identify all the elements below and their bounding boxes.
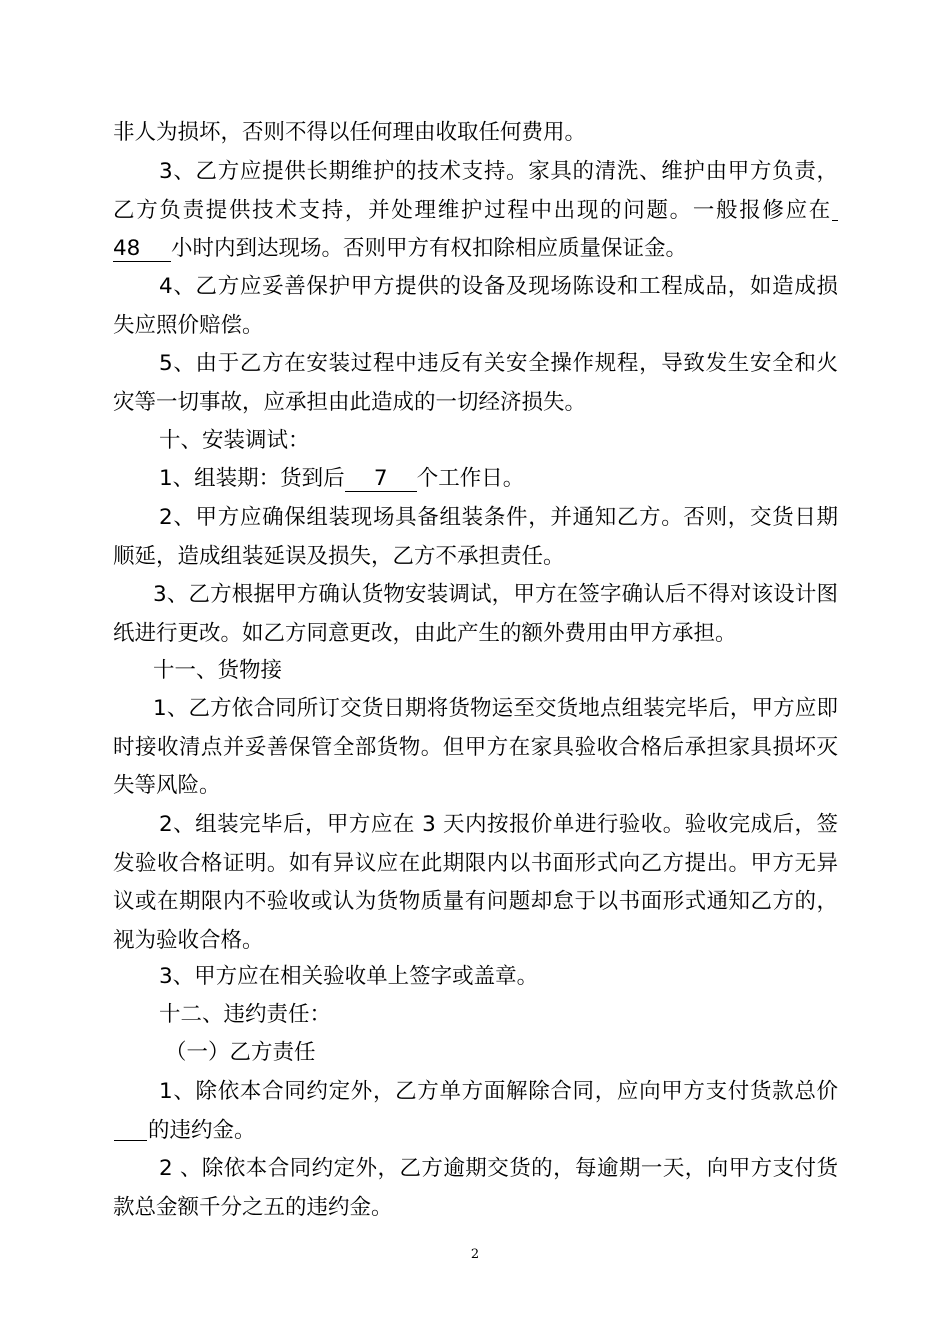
paragraph-text: 1、乙方依合同所订交货日期将货物运至交货地点组装完毕后，甲方应即时接收清点并妥善保管全部货物。但甲方在家具验收合格后承担家具损坏灭失等风险。	[113, 696, 838, 798]
paragraph-text: 4、乙方应妥善保护甲方提供的设备及现场陈设和工程成品，如造成损失应照价赔偿。	[113, 274, 838, 338]
section-heading: 十二、违约责任：	[159, 1002, 332, 1027]
clause-maintenance-support	[113, 153, 838, 269]
paragraph-text: 3、乙方应提供长期维护的技术支持。家具的清洗、维护由甲方负责，乙方负责提供技术支持，并处理维护过程中出现的问题。一般报修应在	[113, 159, 838, 223]
clause-assembly-period	[113, 460, 838, 499]
filled-blank-hours: 48	[113, 237, 171, 262]
section-heading: 十一、货物接	[153, 658, 283, 683]
paragraph-text: 2、甲方应确保组装现场具备组装条件，并通知乙方。否则，交货日期顺延，造成组装延误及损失，乙方不承担责任。	[113, 505, 838, 569]
blank-underline	[832, 196, 838, 221]
paragraph-text: 5、由于乙方在安装过程中违反有关安全操作规程，导致发生安全和火灾等一切事故，应承担由此造成的一切经济损失。	[113, 351, 838, 415]
subsection-heading: （一）乙方责任	[165, 1040, 316, 1065]
clause-penalty-termination	[113, 1073, 838, 1150]
paragraph-text: 个工作日。	[416, 466, 525, 491]
paragraph-text: 非人为损坏，否则不得以任何理由收取任何费用。	[113, 120, 587, 145]
paragraph-text: 2 、除依本合同约定外，乙方逾期交货的，每逾期一天，向甲方支付货款总金额千分之五的违约金。	[113, 1156, 838, 1220]
blank-underline	[114, 1116, 147, 1141]
paragraph-text: 1、除依本合同约定外，乙方单方面解除合同，应向甲方支付货款总价	[159, 1079, 838, 1104]
paragraph-text: 的违约金。	[148, 1117, 256, 1143]
paragraph-text: 3、甲方应在相关验收单上签字或盖章。	[159, 964, 539, 989]
paragraph-text: 1、组装期：货到后	[159, 466, 345, 491]
paragraph-text: 2、组装完毕后，甲方应在 3 天内按报价单进行验收。验收完成后，签发验收合格证明。如有异议应在此期限内以书面形式向乙方提出。甲方无异议或在期限内不验收或认为货物质量有问题却怠于以书面形式通知乙方的，视为验收合格。	[113, 812, 838, 953]
filled-blank-days: 7	[345, 467, 417, 492]
section-heading: 十、安装调试：	[159, 428, 310, 453]
paragraph-text: 3、乙方根据甲方确认货物安装调试，甲方在签字确认后不得对该设计图纸进行更改。如乙方同意更改，由此产生的额外费用由甲方承担。	[113, 582, 838, 646]
page-number: 2	[470, 1247, 480, 1262]
paragraph-text: 小时内到达现场。否则甲方有权扣除相应质量保证金。	[171, 236, 688, 261]
